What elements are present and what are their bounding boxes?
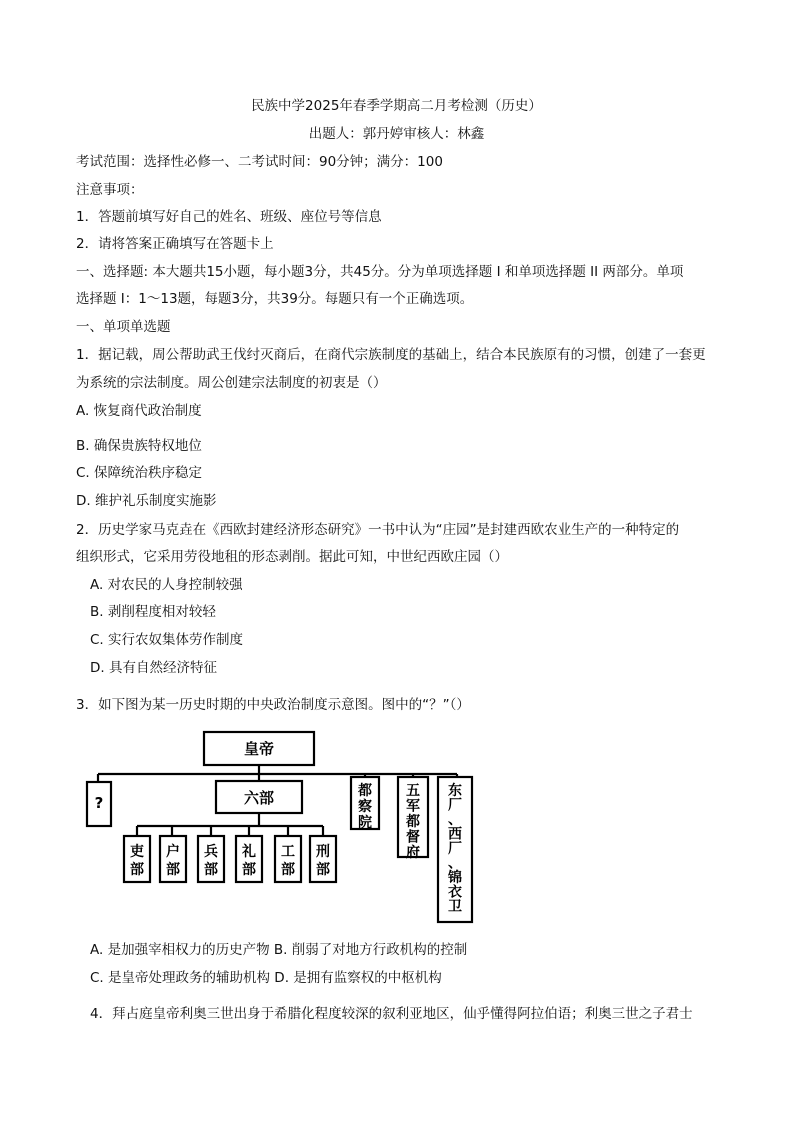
- question-1-stem: 1．据记载，周公帮助武王伐纣灭商后，在商代宗族制度的基础上，结合本民族原有的习惯，创建了一套更: [76, 347, 706, 363]
- ministry-label: 吏部: [130, 844, 144, 878]
- q3-options-line1: A. 是加强宰相权力的历史产物 B. 削弱了对地方行政机构的控制: [90, 942, 468, 958]
- q1-option-d: D. 维护礼乐制度实施影: [76, 493, 217, 509]
- q1-option-a: A. 恢复商代政治制度: [76, 403, 202, 419]
- notice-item: 1．答题前填写好自己的姓名、班级、座位号等信息: [76, 209, 382, 225]
- ministry-label: 刑部: [316, 844, 330, 878]
- six-ministries-label: 六部: [243, 789, 275, 807]
- question-4-stem: 4．拜占庭皇帝利奥三世出身于希腊化程度较深的叙利亚地区，仙乎懂得阿拉伯语；利奥三世之子君士: [90, 1006, 693, 1022]
- question-3-stem: 3．如下图为某一历史时期的中央政治制度示意图。图中的“？”（）: [76, 697, 470, 713]
- q2-option-a: A. 对农民的人身控制较强: [90, 577, 243, 593]
- ministry-label: 户部: [166, 844, 180, 878]
- ministry-label: 兵部: [204, 844, 218, 878]
- q1-option-b: B. 确保贵族特权地位: [76, 438, 202, 454]
- ministry-label: 工部: [281, 844, 295, 878]
- q2-option-b: B. 剥削程度相对较轻: [90, 604, 216, 620]
- duchayuan-label: 都察院: [358, 783, 372, 831]
- section-title: 一、单项单选题: [76, 319, 171, 335]
- ministry-label: 礼部: [242, 844, 256, 878]
- section-intro: 一、选择题: 本大题共15小题，每小题3分，共45分。分为单项选择题 I 和单项选择题 II 两部分。单项: [76, 264, 684, 280]
- question-1-stem: 为系统的宗法制度。周公创建宗法制度的初衷是（）: [76, 375, 387, 391]
- exam-title: 民族中学2025年春季学期高二月考检测（历史）: [251, 98, 542, 114]
- notice-heading: 注意事项：: [76, 182, 144, 198]
- q1-option-c: C. 保障统治秩序稳定: [76, 465, 203, 481]
- q2-option-c: C. 实行农奴集体劳作制度: [90, 632, 244, 648]
- notice-item: 2．请将答案正确填写在答题卡上: [76, 236, 274, 252]
- section-intro: 选择题 I：1～13题，每题3分，共39分。每题只有一个正确选项。: [76, 291, 474, 307]
- question-2-stem: 组织形式，它采用劳役地租的形态剥削。据此可知，中世纪西欧庄园（）: [76, 549, 508, 565]
- eastern-depot-label: 东厂、西厂、锦衣卫: [448, 783, 462, 915]
- exam-info: 考试范围：选择性必修一、二考试时间：90分钟；满分：100: [76, 154, 443, 170]
- five-military-label: 五军都督府: [406, 783, 420, 861]
- question-2-stem: 2．历史学家马克垚在《西欧封建经济形态研究》一书中认为“庄园”是封建西欧农业生产的一种特定的: [76, 522, 680, 538]
- q2-option-d: D. 具有自然经济特征: [90, 660, 217, 676]
- unknown-label: ?: [94, 794, 104, 812]
- q3-options-line2: C. 是皇帝处理政务的辅助机构 D. 是拥有监察权的中枢机构: [90, 970, 442, 986]
- emperor-label: 皇帝: [243, 740, 275, 758]
- author-line: 出题人：郭丹婷审核人：林鑫: [308, 126, 485, 142]
